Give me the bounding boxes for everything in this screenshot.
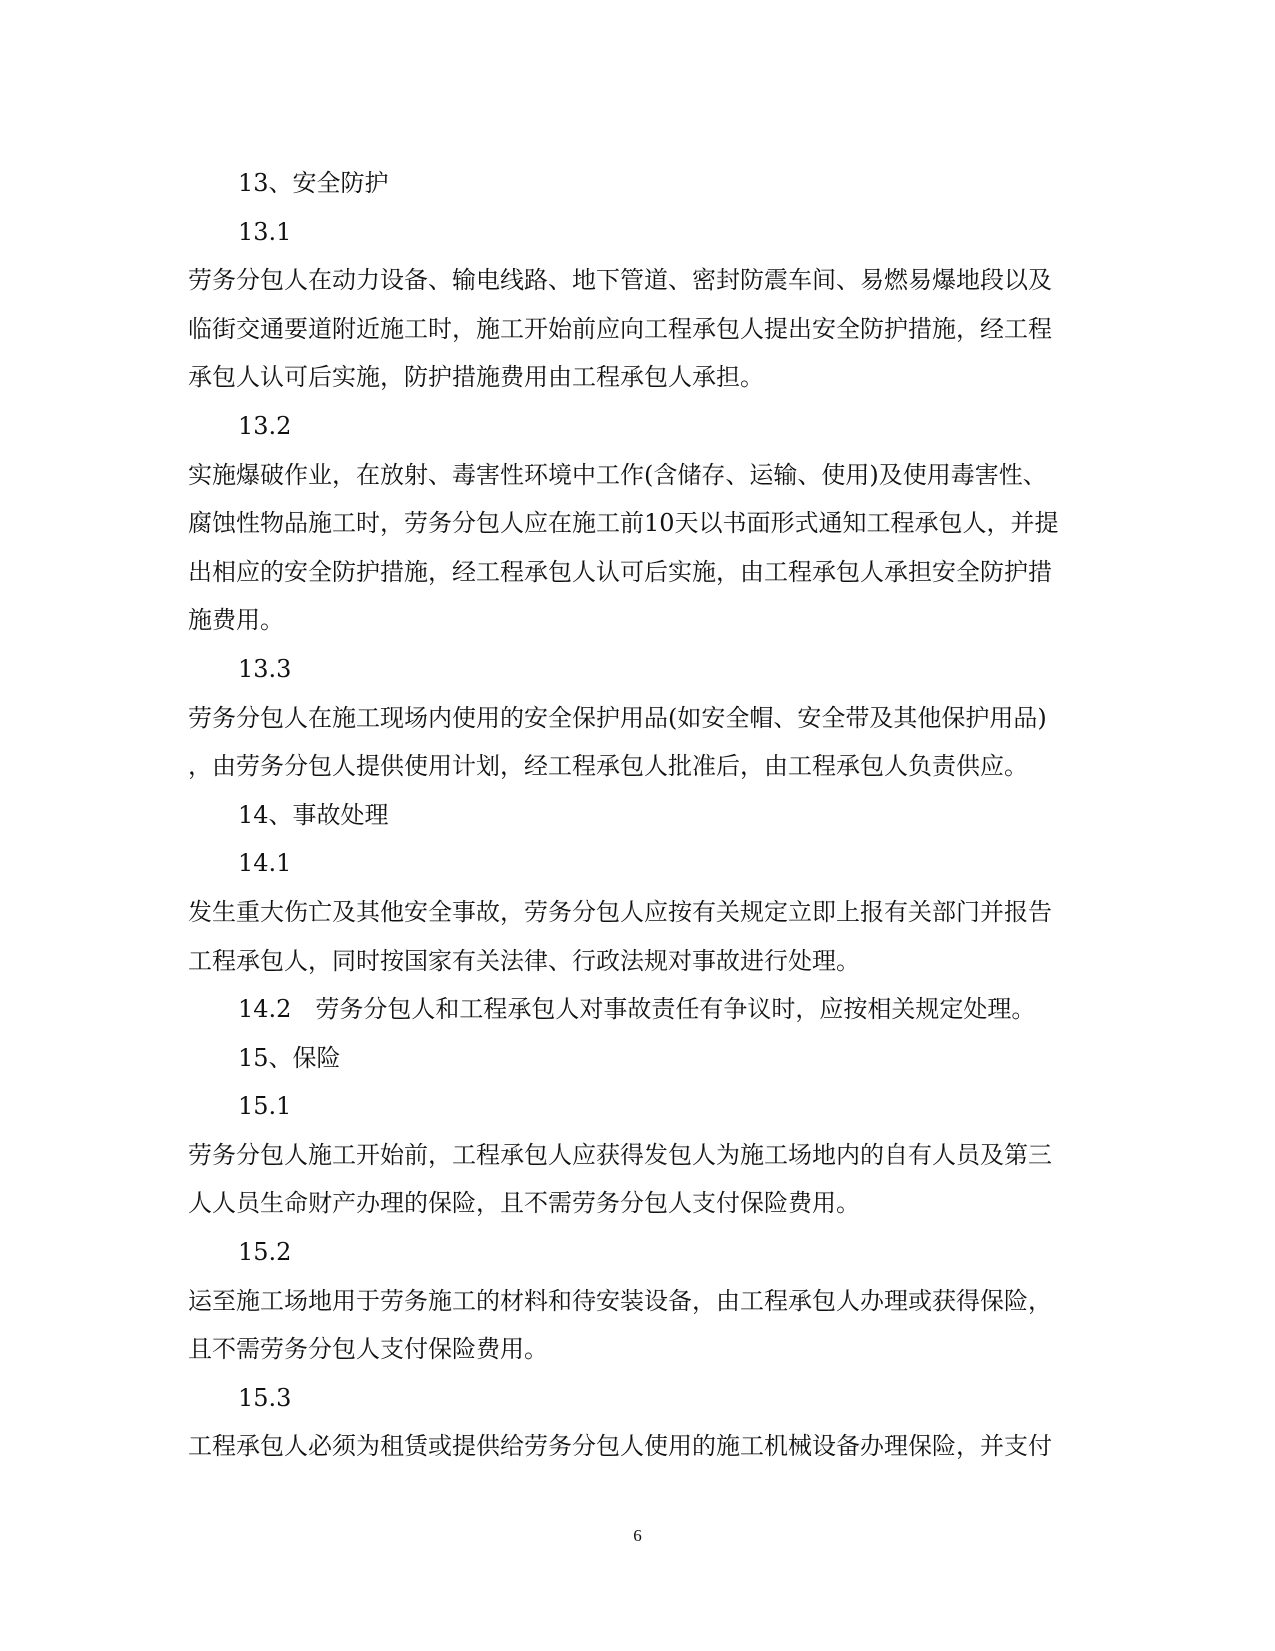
paragraph-line: 发生重大伤亡及其他安全事故，劳务分包人应按有关规定立即上报有关部门并报告 [188, 897, 1052, 926]
paragraph-line: 劳务分包人施工开始前，工程承包人应获得发包人为施工场地内的自有人员及第三 [188, 1140, 1052, 1169]
clause-number-13-2: 13.2 [238, 411, 292, 440]
paragraph-line: 实施爆破作业，在放射、毒害性环境中工作(含储存、运输、使用)及使用毒害性、 [188, 460, 1047, 489]
paragraph-line: 且不需劳务分包人支付保险费用。 [188, 1335, 548, 1364]
clause-number-15-2: 15.2 [238, 1238, 292, 1267]
paragraph-line: 运至施工场地用于劳务施工的材料和待安装设备，由工程承包人办理或获得保险， [188, 1286, 1052, 1315]
paragraph-line: ，由劳务分包人提供使用计划，经工程承包人批准后，由工程承包人负责供应。 [188, 752, 1028, 781]
paragraph-line: 承包人认可后实施，防护措施费用由工程承包人承担。 [188, 363, 764, 392]
paragraph-line: 腐蚀性物品施工时，劳务分包人应在施工前10天以书面形式通知工程承包人，并提 [188, 509, 1059, 538]
section-heading-13: 13、安全防护 [238, 169, 389, 197]
clause-14-2: 14.2 劳务分包人和工程承包人对事故责任有争议时，应按相关规定处理。 [238, 995, 1036, 1024]
page-number: 6 [633, 1526, 642, 1545]
paragraph-line: 工程承包人，同时按国家有关法律、行政法规对事故进行处理。 [188, 946, 860, 975]
paragraph-line: 劳务分包人在施工现场内使用的安全保护用品(如安全帽、安全带及其他保护用品) [188, 703, 1047, 732]
paragraph-line: 人人员生命财产办理的保险，且不需劳务分包人支付保险费用。 [188, 1189, 860, 1218]
clause-number-13-3: 13.3 [238, 654, 292, 683]
section-heading-15: 15、保险 [238, 1043, 341, 1072]
clause-number-13-1: 13.1 [238, 217, 292, 246]
paragraph-line: 临街交通要道附近施工时，施工开始前应向工程承包人提出安全防护措施，经工程 [188, 314, 1052, 343]
paragraph-line: 工程承包人必须为租赁或提供给劳务分包人使用的施工机械设备办理保险，并支付 [188, 1432, 1052, 1461]
section-heading-14: 14、事故处理 [238, 800, 389, 829]
paragraph-line: 出相应的安全防护措施，经工程承包人认可后实施，由工程承包人承担安全防护措 [188, 557, 1052, 586]
paragraph-line: 施费用。 [188, 606, 284, 635]
clause-number-15-1: 15.1 [238, 1092, 292, 1121]
document-body [188, 159, 1093, 1471]
paragraph-line: 劳务分包人在动力设备、输电线路、地下管道、密封防震车间、易燃易爆地段以及 [188, 266, 1052, 295]
clause-number-15-3: 15.3 [238, 1383, 292, 1412]
clause-number-14-1: 14.1 [238, 849, 292, 878]
